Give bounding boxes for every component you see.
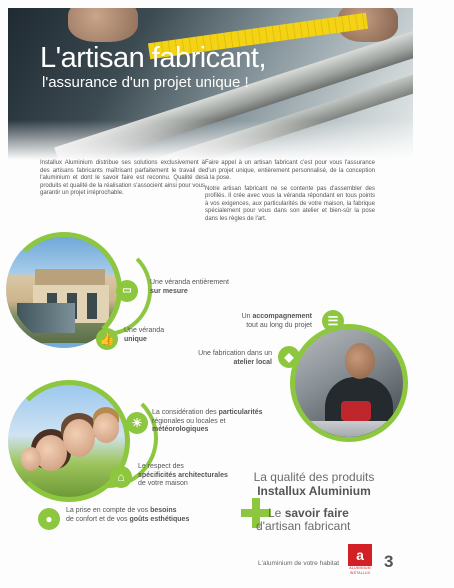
hero-title: L'artisan fabricant, <box>40 42 267 74</box>
installux-logo <box>348 544 372 578</box>
logo-word-2: INSTALLUX <box>349 571 371 575</box>
hero-photo <box>8 8 413 160</box>
feature-sur-mesure: Une véranda entièrement sur mesure <box>150 279 229 295</box>
feature-atelier-local: Une fabrication dans un atelier local <box>198 350 272 366</box>
intro-right-column <box>205 160 375 226</box>
craftsman-photo <box>290 324 408 442</box>
footer-slogan: L'aluminium de votre habitat <box>258 560 340 567</box>
document-icon: ☰ <box>322 310 344 332</box>
feature-particularites: La considération des particularités régionales ou locales et météorologiques <box>152 409 263 433</box>
page-number: 3 <box>384 552 394 571</box>
ruler-icon: ▭ <box>116 280 138 302</box>
speech-bubbles-icon: ● <box>38 508 60 530</box>
feature-confort: La prise en compte de vos besoins de confort et de vos goûts esthétiques <box>66 507 190 523</box>
tagline-line-4: d'artisan fabricant <box>256 519 351 533</box>
tagline-line-1: La qualité des produits <box>253 470 375 484</box>
feature-accompagnement: Un accompagnement tout au long du projet <box>241 313 312 329</box>
tagline-line-2: Installux Aluminium <box>257 484 371 498</box>
tagline <box>214 470 414 498</box>
house-icon: ⌂ <box>110 466 132 488</box>
intro-right-text-1: Faire appel à un artisan fabricant c'est pour vous l'assurance d'un projet unique, entièrement personnalisé, de la conception à la pose. <box>205 160 375 181</box>
intro-left-text: Installux Aluminium distribue ses solutions exclusivement à des artisans fabricants maîtrisant parfaitement le travail de l'aluminium et dont le savoir faire est reconnu. Qualité des produits et qualité de la réalisation s'associent ainsi pour vous garantir un projet irréprochable. <box>40 160 205 196</box>
hero-hand-left <box>68 8 138 42</box>
weather-icon: ☀ <box>126 412 148 434</box>
intro-left-column <box>40 160 205 201</box>
feature-unique: Une véranda unique <box>124 327 165 343</box>
hero-subtitle: l'assurance d'un projet unique ! <box>42 74 249 91</box>
france-map-icon: ◆ <box>278 346 300 368</box>
logo-word-1: ALUMINIUM <box>349 566 371 570</box>
feature-specificites: Le respect des spécificités architecturales de votre maison <box>138 463 228 487</box>
logo-mark: a <box>348 544 372 566</box>
tagline-line-3: Le savoir faire <box>268 506 349 520</box>
thumbs-up-icon: 👍 <box>96 328 118 350</box>
intro-right-text-2: Notre artisan fabricant ne se contente pas d'assembler des profilés. Il crée avec vous la véranda répondant en tous points à vos exigences, aux particularités de votre maison, la fabrique spécialement pour vous dans son atelier et bien-sûr la pose dans les règles de l'art. <box>205 185 375 222</box>
